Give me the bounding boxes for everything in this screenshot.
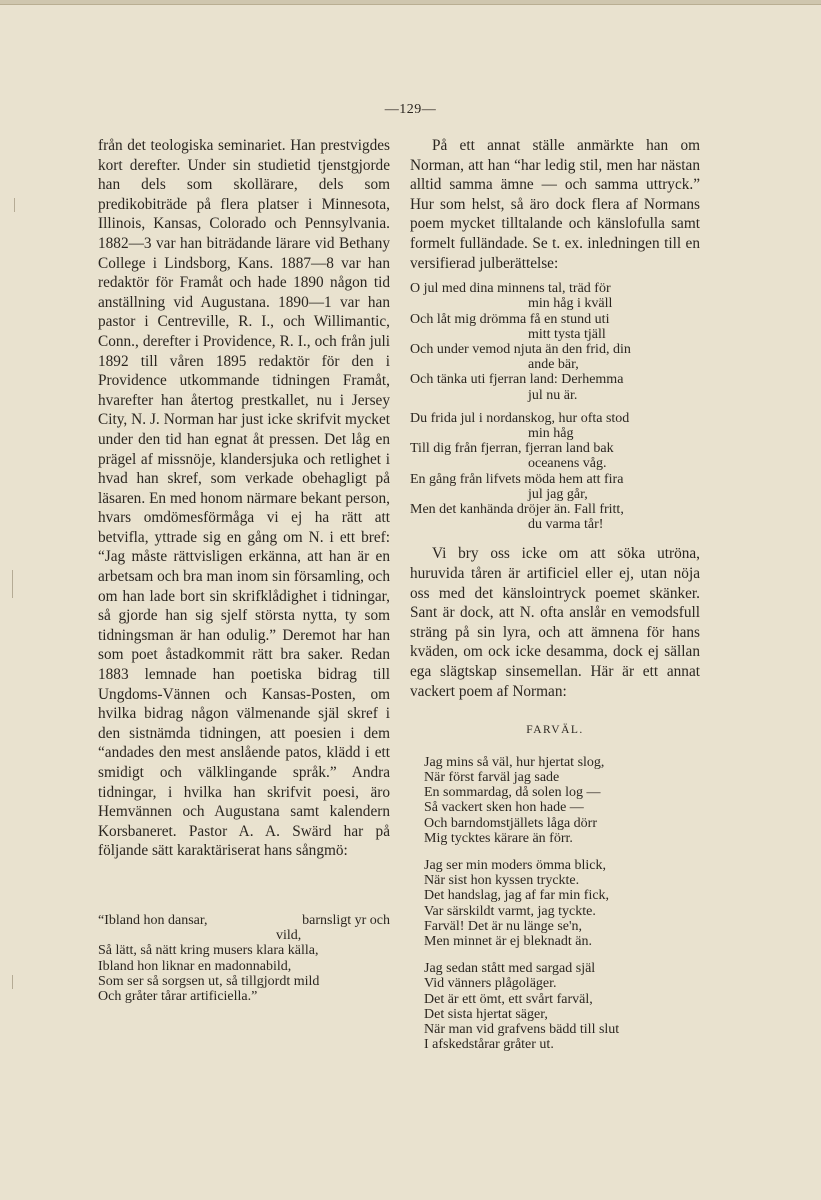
- jul-poem-stanza: [410, 411, 700, 533]
- farval-stanza: [410, 961, 700, 1052]
- verse-line: Till dig från fjerran, fjerran land bak: [410, 441, 614, 457]
- verse-line: min håg: [528, 425, 574, 441]
- verse-line: mitt tysta tjäll: [528, 326, 606, 342]
- verse-line: Och gråter tårar artificiella.”: [98, 988, 258, 1004]
- verse-line: Vid vänners plågoläger.: [424, 976, 557, 992]
- farval-stanza: [410, 755, 700, 846]
- verse-line: min håg i kväll: [528, 296, 613, 312]
- verse-line: Jag sedan stått med sargad själ: [424, 961, 596, 977]
- left-column: [98, 136, 390, 1004]
- verse-line: jul jag går,: [528, 486, 588, 502]
- body-paragraph: Vi bry oss icke om att söka utröna, huruvida tåren är artificiel eller ej, utan nöja oss med det känslointryck poemet skänker. Sant är dock, att N. ofta anslår en vemodsfull sträng på sin lyra, och att ämnena för hans kväden, om ock icke desamma, dock ej sällan ega slägtskap sinsemellan. Här är ett annat vackert poem af Norman:: [410, 545, 700, 700]
- verse-line: När man vid grafvens bädd till slut: [424, 1022, 620, 1037]
- page-number: —129—: [384, 102, 437, 117]
- verse-line: I afskedstårar gråter ut.: [424, 1037, 554, 1053]
- verse-line: Var särskildt varmt, jag tyckte.: [424, 903, 596, 919]
- verse-line: vild,: [276, 928, 302, 944]
- margin-mark: [14, 198, 21, 212]
- jul-poem-stanza: [410, 281, 700, 403]
- body-paragraph: från det teologiska seminariet. Han prestvigdes kort derefter. Under sin studietid tjenstgjorde han dels som skollärare, dels som predikobiträde på flera platser i Minnesota, Illinois, Kansas, Colorado och Pennsylvania. 1882—3 var han biträdande lärare vid Bethany College i Lindsborg, Kans. 1887—8 var han redaktör för Framåt och hade 1890 någon tid anställning vid Augustana. 1890—1 var han pastor i Centreville, R. I., och Willimantic, Conn., derefter i Providence, R. I., och från juli 1892 till våren 1895 redaktör för den i Providence utkommande tidningen Framåt, hvarefter han återtog prestkallet, nu i Jersey City, N. J. Norman har just icke skrifvit mycket under den tid han egnat åt pressen. Det låg en prägel af missnöje, klandersjuka och retlighet i hvad han skref, som verkade obehagligt på läsaren. En med honom närmare bekant person, hvars omdömesförmåga vi ej ha rätt att betvifla, yttrade sig en gång om N. i ett bref: “Jag måste rättvisligen erkänna, att han är en arbetsam och bra man inom sin församling, och om han lade bort sin skrifklådighet i tidningar, så gjorde han sig sjelf största nytta, ty som tidningsman är han odulig.” Deremot har han som poet åstadkommit rätt bra saker. Redan 1883 lemnade han poetiska bidrag till Ungdoms-Vännen och Kansas-Posten, om hvilka bidrag någon välmenande själ skref i den sistnämda tidningen, att poesien i dem “andades den mest anslående patos, klädd i ett smidigt och välklingande språk.” Andra tidningar, i hvilka han skrifvit poesi, äro Hemvännen och Augustana samt kalendern Korsbaneret. Pastor A. A. Swärd har på följande sätt karaktäriserat hans sångmö:: [98, 137, 390, 860]
- verse-line: jul nu är.: [528, 387, 578, 403]
- verse-line: Du frida jul i nordanskog, hur ofta stod: [410, 410, 630, 426]
- verse-line: Och låt mig drömma få en stund uti: [410, 311, 610, 327]
- verse-line: Det sista hjertat säger,: [424, 1006, 548, 1022]
- verse-line: Och tänka uti fjerran land: Derhemma: [410, 372, 624, 388]
- poem-title: FARVÄL.: [526, 724, 584, 737]
- verse-line: Och under vemod njuta än den frid, din: [410, 341, 631, 357]
- verse-line: du varma tår!: [528, 517, 604, 533]
- verse-line: Farväl! Det är nu länge se'n,: [424, 918, 583, 934]
- right-column: [410, 136, 700, 1060]
- margin-mark: [12, 570, 19, 598]
- verse-line: Det handslag, jag af far min fick,: [424, 888, 610, 904]
- verse-line: Så vackert sken hon hade —: [424, 800, 584, 816]
- verse-line: Mig tycktes kärare än förr.: [424, 830, 573, 846]
- verse-line: Som ser så sorgsen ut, så tillgjordt mild: [98, 973, 320, 989]
- verse-line: En gång från lifvets möda hem att fira: [410, 471, 624, 487]
- verse-line: Men minnet är ej bleknadt än.: [424, 933, 592, 949]
- page-top-edge: [0, 0, 821, 5]
- verse-line: Ibland hon liknar en madonnabild,: [98, 958, 292, 974]
- verse-line: Jag mins så väl, hur hjertat slog,: [424, 754, 605, 770]
- verse-line: Jag ser min moders ömma blick,: [424, 857, 606, 873]
- verse-line: Och barndomstjällets låga dörr: [424, 815, 598, 831]
- verse-line: Men det kanhända dröjer än. Fall fritt,: [410, 502, 624, 517]
- verse-line: “Ibland hon dansar, barnsligt yr och: [98, 912, 390, 928]
- verse-line: En sommardag, då solen log —: [424, 785, 601, 801]
- verse-line: O jul med dina minnens tal, träd för: [410, 281, 611, 297]
- body-paragraph: På ett annat ställe anmärkte han om Norman, att han “har ledig stil, men har nästan alltid samma ämne — och samma uttryck.” Hur som helst, så äro dock flera af Normans poem mycket tilltalande och känslofulla samt formelt fulländade. Se t. ex. inledningen till en versifierad julberättelse:: [410, 137, 700, 272]
- verse-line: oceanens våg.: [528, 456, 607, 472]
- margin-mark: [12, 975, 19, 989]
- verse-line: När sist hon kyssen tryckte.: [424, 873, 580, 889]
- quoted-verse: [98, 913, 390, 1004]
- verse-line: Det är ett ömt, ett svårt farväl,: [424, 991, 593, 1007]
- verse-line: ande bär,: [528, 357, 579, 373]
- verse-line: När först farväl jag sade: [424, 769, 560, 785]
- farval-stanza: [410, 858, 700, 949]
- verse-line: Så lätt, så nätt kring musers klara källa,: [98, 943, 319, 959]
